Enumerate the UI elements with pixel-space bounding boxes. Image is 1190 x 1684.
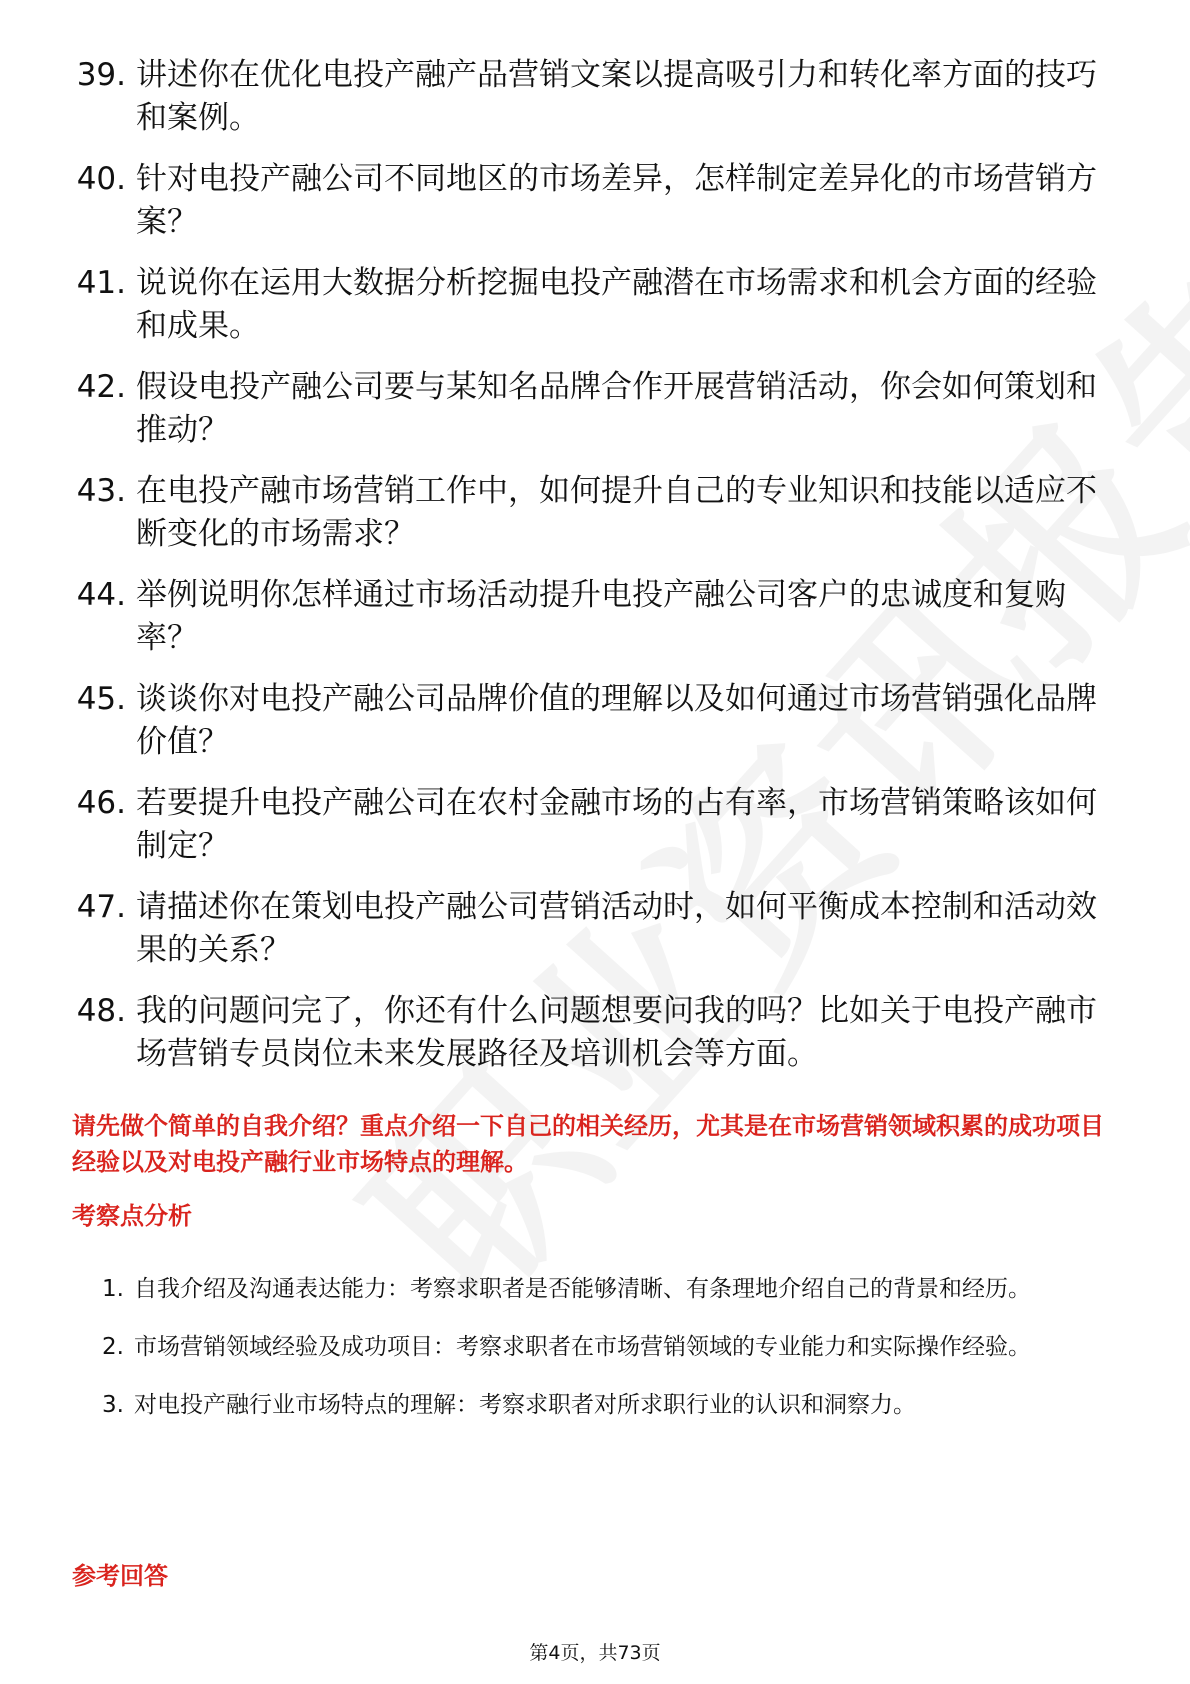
analysis-text: 自我介绍及沟通表达能力：考察求职者是否能够清晰、有条理地介绍自己的背景和经历。 [134,1276,1031,1302]
question-text: 假设电投产融公司要与某知名品牌合作开展营销活动，你会如何策划和推动？ [136,369,1097,448]
question-text: 讲述你在优化电投产融产品营销文案以提高吸引力和转化率方面的技巧和案例。 [136,57,1097,136]
question-text: 若要提升电投产融公司在农村金融市场的占有率，市场营销策略该如何制定？ [136,785,1097,864]
analysis-number: 1. [102,1276,124,1302]
analysis-item [72,1260,1122,1318]
question-text: 举例说明你怎样通过市场活动提升电投产融公司客户的忠诚度和复购率？ [136,577,1066,656]
question-number: 41. [76,265,126,301]
question-number: 48. [76,993,126,1029]
question-item [58,886,1118,972]
analysis-text: 市场营销领域经验及成功项目：考察求职者在市场营销领域的专业能力和实际操作经验。 [134,1334,1031,1360]
question-item [58,470,1118,556]
analysis-number: 2. [102,1334,124,1360]
analysis-number: 3. [102,1392,124,1418]
question-text: 谈谈你对电投产融公司品牌价值的理解以及如何通过市场营销强化品牌价值？ [136,681,1097,760]
question-list [58,54,1118,1094]
analysis-list [72,1260,1122,1434]
question-number: 40. [76,161,126,197]
question-number: 44. [76,577,126,613]
question-item [58,366,1118,452]
question-number: 46. [76,785,126,821]
analysis-item [72,1318,1122,1376]
question-number: 47. [76,889,126,925]
question-number: 45. [76,681,126,717]
analysis-text: 对电投产融行业市场特点的理解：考察求职者对所求职行业的认识和洞察力。 [134,1392,916,1418]
intro-question: 请先做个简单的自我介绍？重点介绍一下自己的相关经历，尤其是在市场营销领域积累的成功项目经验以及对电投产融行业市场特点的理解。 [72,1112,1104,1176]
analysis-heading: 考察点分析 [72,1202,192,1230]
question-text: 请描述你在策划电投产融公司营销活动时，如何平衡成本控制和活动效果的关系？ [136,889,1097,968]
question-item [58,990,1118,1076]
question-number: 39. [76,57,126,93]
question-item [58,54,1118,140]
question-text: 我的问题问完了，你还有什么问题想要问我的吗？比如关于电投产融市场营销专员岗位未来发展路径及培训机会等方面。 [136,993,1097,1072]
question-item [58,158,1118,244]
question-item [58,782,1118,868]
answer-heading: 参考回答 [72,1562,168,1590]
page-footer: 第4页，共73页 [529,1642,661,1664]
question-number: 42. [76,369,126,405]
question-number: 43. [76,473,126,509]
question-text: 说说你在运用大数据分析挖掘电投产融潜在市场需求和机会方面的经验和成果。 [136,265,1097,344]
question-text: 在电投产融市场营销工作中，如何提升自己的专业知识和技能以适应不断变化的市场需求？ [136,473,1097,552]
question-item [58,262,1118,348]
question-item [58,574,1118,660]
question-item [58,678,1118,764]
analysis-item [72,1376,1122,1434]
question-text: 针对电投产融公司不同地区的市场差异，怎样制定差异化的市场营销方案？ [136,161,1097,240]
